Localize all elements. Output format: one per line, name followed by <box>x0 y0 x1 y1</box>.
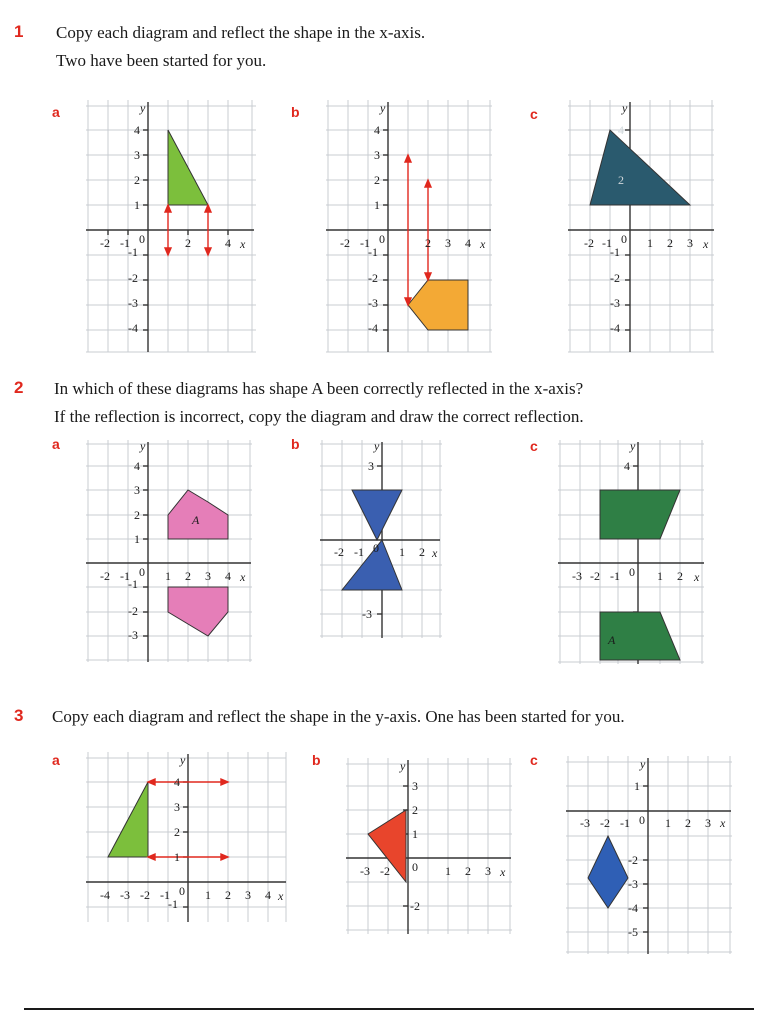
q1b-pentagon-shape <box>408 280 468 330</box>
q1a-ytick-3: 3 <box>134 148 140 162</box>
q1b-xtick-2: 2 <box>425 236 431 250</box>
q2a-ytick-2: 2 <box>134 508 140 522</box>
q2-part-a-label: a <box>52 436 60 452</box>
page-bottom-rule <box>24 1008 754 1010</box>
q3b-x-label: x <box>500 865 506 879</box>
q2c-y-label: y <box>630 440 636 453</box>
q1-part-b-label: b <box>291 104 300 120</box>
q1b-ytick-neg2: -2 <box>368 271 378 285</box>
q3b-ytick-2: 2 <box>412 803 418 817</box>
q2-part-c-label: c <box>530 438 538 454</box>
question-3-line-1: Copy each diagram and reflect the shape in the y-axis. One has been started for you. <box>52 707 625 726</box>
q1a-x-label: x <box>240 237 246 251</box>
q3a-ytick-neg1: -1 <box>168 897 178 911</box>
q2b-x-label: x <box>432 546 438 560</box>
q3b-ytick-3: 3 <box>412 779 418 793</box>
q3b-xtick-neg2: -2 <box>380 864 390 878</box>
q1a-xtick-neg2: -2 <box>100 236 110 250</box>
q1a-xtick-2: 2 <box>185 236 191 250</box>
q1b-ytick-1: 1 <box>374 198 380 212</box>
q1b-xtick-neg1: -1 <box>360 236 370 250</box>
q1a-origin-label: 0 <box>139 232 145 246</box>
q3c-ytick-neg4: -4 <box>628 901 638 915</box>
q2b-xtick-1: 1 <box>399 545 405 559</box>
q3c-xtick-3: 3 <box>705 816 711 830</box>
q3b-xtick-3: 3 <box>485 864 491 878</box>
q2b-xtick-neg2: -2 <box>334 545 344 559</box>
q1b-ytick-neg1: -1 <box>368 245 378 259</box>
question-1-line-1: Copy each diagram and reflect the shape in the x-axis. <box>56 23 426 42</box>
q1c-xtick-2: 2 <box>667 236 673 250</box>
q2c-xtick-1: 1 <box>657 569 663 583</box>
q2a-xtick-3: 3 <box>205 569 211 583</box>
q1-part-a-label: a <box>52 104 60 120</box>
q2a-coordinate-grid <box>86 440 256 665</box>
q2b-coordinate-grid <box>320 440 445 640</box>
q1a-ytick-2: 2 <box>134 173 140 187</box>
q2c-shape-a <box>600 490 680 539</box>
q1c-ytick-neg4: -4 <box>610 321 620 335</box>
q2-part-b-label: b <box>291 436 300 452</box>
q1b-ytick-neg3: -3 <box>368 296 378 310</box>
q3a-xtick-neg2: -2 <box>140 888 150 902</box>
q2a-ytick-neg2: -2 <box>128 604 138 618</box>
q3a-x-label: x <box>278 889 284 903</box>
q1b-xtick-neg2: -2 <box>340 236 350 250</box>
q1c-triangle-shape <box>590 130 690 205</box>
question-1-number: 1 <box>14 22 24 41</box>
q3a-xtick-neg1: -1 <box>160 888 170 902</box>
q2c-coordinate-grid <box>558 440 708 670</box>
q2a-origin-label: 0 <box>139 565 145 579</box>
q2c-origin-label: 0 <box>629 565 635 579</box>
q1b-coordinate-grid <box>326 100 496 355</box>
q1b-origin-label: 0 <box>379 232 385 246</box>
q2a-xtick-2: 2 <box>185 569 191 583</box>
q3-part-a-label: a <box>52 752 60 768</box>
q3b-y-label: y <box>400 759 406 773</box>
q2b-xtick-2: 2 <box>419 545 425 559</box>
q2a-ytick-neg1: -1 <box>128 577 138 591</box>
q3c-coordinate-grid <box>566 756 736 956</box>
q3a-origin-label: 0 <box>179 884 185 898</box>
q1b-ytick-4: 4 <box>374 123 380 137</box>
q1c-ytick-neg3: -3 <box>610 296 620 310</box>
q3b-xtick-1: 1 <box>445 864 451 878</box>
q1c-xtick-neg1: -1 <box>602 236 612 250</box>
q1b-ytick-neg4: -4 <box>368 321 378 335</box>
q3b-xtick-2: 2 <box>465 864 471 878</box>
q2a-ytick-1: 1 <box>134 532 140 546</box>
q2c-xtick-neg3: -3 <box>572 569 582 583</box>
q3a-xtick-4: 4 <box>265 888 271 902</box>
q1c-ytick-neg2: -2 <box>610 271 620 285</box>
q3a-xtick-3: 3 <box>245 888 251 902</box>
q3-part-c-label: c <box>530 752 538 768</box>
q1c-ytick-4: 4 <box>618 123 624 137</box>
q2a-xtick-4: 4 <box>225 569 231 583</box>
q2a-shape-label: A <box>192 513 200 527</box>
q1c-y-label: y <box>622 101 628 115</box>
q3b-origin-label: 0 <box>412 860 418 874</box>
q1a-ytick-neg3: -3 <box>128 296 138 310</box>
q2a-reflected-shape <box>168 587 228 636</box>
q2a-xtick-neg2: -2 <box>100 569 110 583</box>
q1c-xtick-1: 1 <box>647 236 653 250</box>
q1c-x-label: x <box>703 237 709 251</box>
q3a-coordinate-grid <box>86 752 291 927</box>
q2c-xtick-2: 2 <box>677 569 683 583</box>
q1b-ytick-2: 2 <box>374 173 380 187</box>
q1c-ytick-2: 2 <box>618 173 624 187</box>
q3c-x-label: x <box>720 816 726 830</box>
q3c-origin-label: 0 <box>639 813 645 827</box>
q1a-xtick-neg1: -1 <box>120 236 130 250</box>
q3c-xtick-1: 1 <box>665 816 671 830</box>
q1b-xtick-3: 3 <box>445 236 451 250</box>
q2c-shape-label: A <box>608 633 616 647</box>
q3c-xtick-neg3: -3 <box>580 816 590 830</box>
q3c-xtick-2: 2 <box>685 816 691 830</box>
q1c-ytick-neg1: -1 <box>610 245 620 259</box>
q3c-xtick-neg1: -1 <box>620 816 630 830</box>
question-1-line-2: Two have been started for you. <box>56 51 267 70</box>
q2a-y-label: y <box>140 440 146 453</box>
q1c-coordinate-grid <box>568 100 718 355</box>
q1a-y-label: y <box>140 101 146 115</box>
q3a-xtick-1: 1 <box>205 888 211 902</box>
q2a-ytick-4: 4 <box>134 459 140 473</box>
q2c-xtick-neg1: -1 <box>610 569 620 583</box>
q2a-xtick-1: 1 <box>165 569 171 583</box>
q3a-xtick-neg4: -4 <box>100 888 110 902</box>
q2a-ytick-neg3: -3 <box>128 628 138 642</box>
q3a-xtick-neg3: -3 <box>120 888 130 902</box>
q1a-coordinate-grid <box>86 100 261 355</box>
q1c-xtick-neg2: -2 <box>584 236 594 250</box>
q3c-y-label: y <box>640 757 646 771</box>
q1a-ytick-1: 1 <box>134 198 140 212</box>
q1b-x-label: x <box>480 237 486 251</box>
q3c-ytick-neg3: -3 <box>628 877 638 891</box>
q3a-ytick-3: 3 <box>174 800 180 814</box>
q1-part-c-label: c <box>530 106 538 122</box>
q2a-ytick-3: 3 <box>134 483 140 497</box>
q1a-ytick-4: 4 <box>134 123 140 137</box>
q2c-x-label: x <box>694 570 700 584</box>
q2b-origin-label: 0 <box>373 541 379 555</box>
question-2-number: 2 <box>14 378 24 397</box>
q1c-xtick-3: 3 <box>687 236 693 250</box>
q1b-ytick-3: 3 <box>374 148 380 162</box>
q3c-ytick-1: 1 <box>634 779 640 793</box>
q1b-y-label: y <box>380 101 386 115</box>
q1b-xtick-4: 4 <box>465 236 471 250</box>
q1a-ytick-neg1: -1 <box>128 245 138 259</box>
q1a-ytick-neg2: -2 <box>128 271 138 285</box>
q2b-y-label: y <box>374 440 380 453</box>
q3b-ytick-neg2: -2 <box>410 899 420 913</box>
q2c-xtick-neg2: -2 <box>590 569 600 583</box>
q3a-y-label: y <box>180 753 186 767</box>
q2a-x-label: x <box>240 570 246 584</box>
q1a-ytick-neg4: -4 <box>128 321 138 335</box>
q1c-origin-label: 0 <box>621 232 627 246</box>
q3c-kite-shape <box>588 836 628 908</box>
q2b-ytick-3: 3 <box>368 459 374 473</box>
q3a-xtick-2: 2 <box>225 888 231 902</box>
question-2-line-2: If the reflection is incorrect, copy the diagram and draw the correct reflection. <box>54 407 584 426</box>
q3-part-b-label: b <box>312 752 321 768</box>
q3a-ytick-1: 1 <box>174 850 180 864</box>
q3c-ytick-neg2: -2 <box>628 853 638 867</box>
q3b-coordinate-grid <box>346 758 516 938</box>
q3b-ytick-1: 1 <box>412 827 418 841</box>
q2c-ytick-4: 4 <box>624 459 630 473</box>
q2b-xtick-neg1: -1 <box>354 545 364 559</box>
question-2-line-1: In which of these diagrams has shape A been correctly reflected in the x-axis? <box>54 379 584 398</box>
q2b-ytick-neg3: -3 <box>362 607 372 621</box>
q3a-ytick-2: 2 <box>174 825 180 839</box>
q2a-xtick-neg1: -1 <box>120 569 130 583</box>
q1a-xtick-4: 4 <box>225 236 231 250</box>
q3b-xtick-neg3: -3 <box>360 864 370 878</box>
q3c-ytick-neg5: -5 <box>628 925 638 939</box>
q3a-ytick-4: 4 <box>174 775 180 789</box>
q3c-xtick-neg2: -2 <box>600 816 610 830</box>
question-3-number: 3 <box>14 706 24 725</box>
